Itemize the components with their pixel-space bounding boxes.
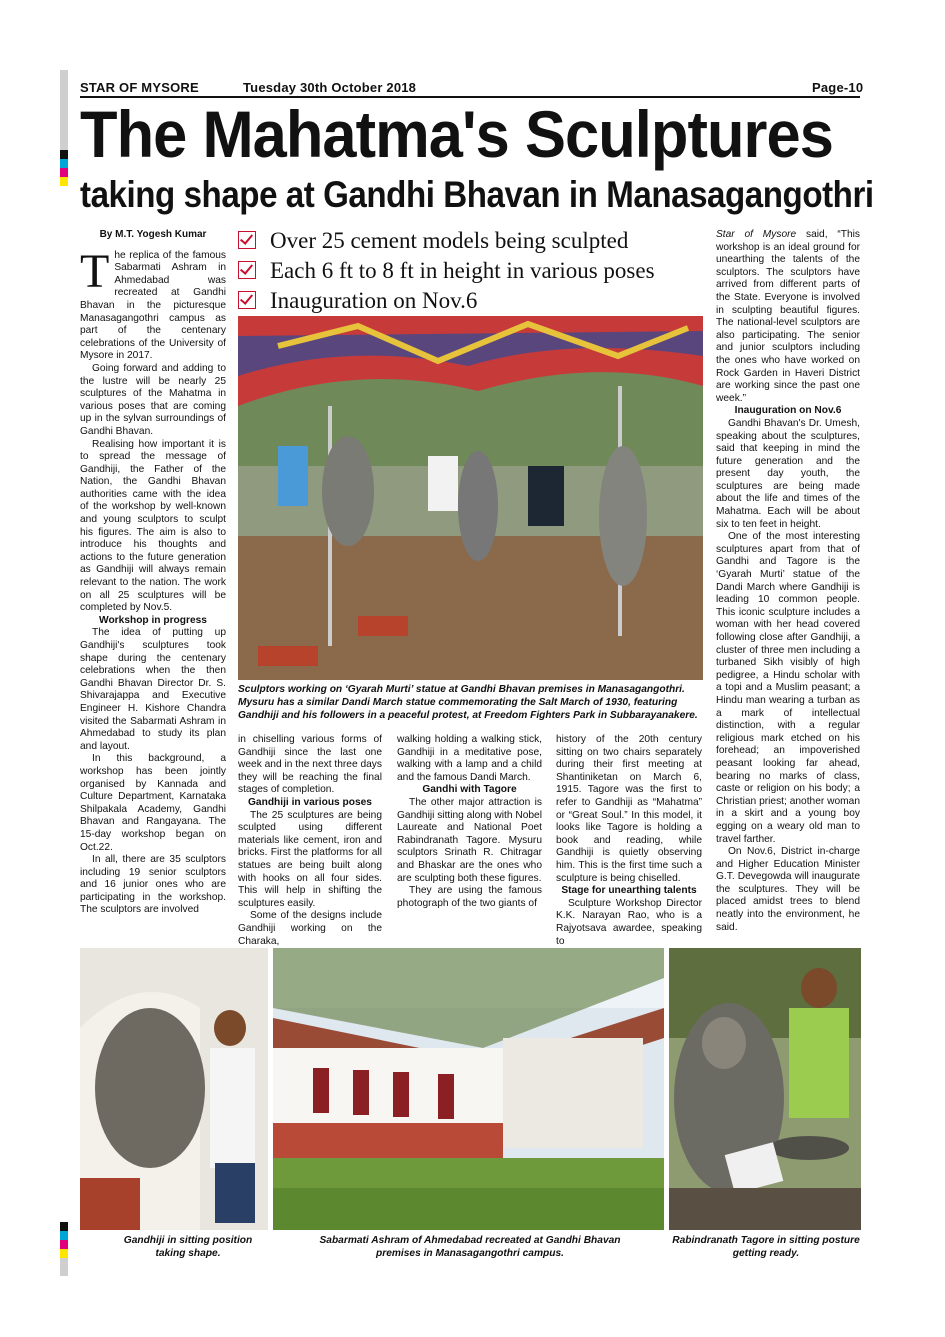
page-number: Page-10 xyxy=(812,80,864,95)
paragraph: Gandhi Bhavan's Dr. Umesh, speaking about the sculptures, said that keeping in mind the future generation and the present day youth, the sculptures are being made about the life and times of the Mahatma. Each will be about six to ten feet in height. xyxy=(716,417,860,530)
photo-illustration xyxy=(238,316,703,680)
article-column-4 xyxy=(556,734,702,948)
headline: The Mahatma's Sculptures xyxy=(80,97,833,171)
subhead-inauguration: Inauguration on Nov.6 xyxy=(734,405,842,417)
main-photo-sculptors xyxy=(238,316,703,680)
checkbox-icon xyxy=(238,291,256,309)
paragraph: The idea of putting up Gandhiji's sculptures took shape during the centenary celebrations when the then Gandhi Bhavan Director Dr. S. Shivarajappa and Executive Engineer H. Kishore Chandra visited the Sabarmati Ashram in Ahmedabad to study its plan and layout. xyxy=(80,627,226,752)
paragraph: The other major attraction is Gandhiji sitting along with Nobel Laureate and National Poet Rabindranath Tagore. Mysuru sculptors Srinath R. Chitragar and Bhaskar are the ones who are sculpting both these figures. xyxy=(397,796,542,884)
subheadline: taking shape at Gandhi Bhavan in Manasagangothri xyxy=(80,174,874,215)
subhead-poses: Gandhiji in various poses xyxy=(248,796,372,808)
reg-cyan-bottom xyxy=(60,1231,68,1240)
subhead-tagore: Gandhi with Tagore xyxy=(422,784,517,796)
paragraph: Star of Mysore said, “This workshop is an ideal ground for unearthing the talents of the sculptors. The sculptors have arrived from different parts of the State. Everyone is involved in sculpting beautiful figures. The national-level sculptors are also participating. The senior and junior sculptors including the ones who have worked on Rock Garden in Haveri District are working since the past one week.” xyxy=(716,229,860,404)
caption-tagore: Rabindranath Tagore in sitting posture getting ready. xyxy=(672,1235,860,1259)
reg-black-bottom xyxy=(60,1222,68,1231)
checkbox-icon xyxy=(238,261,256,279)
registration-bar-bottom xyxy=(60,1258,68,1276)
paragraph: They are using the famous photograph of the two giants of xyxy=(397,885,542,909)
article-column-1 xyxy=(80,229,226,917)
paragraph: history of the 20th century sitting on two chairs separately during their first meeting at Shantiniketan on March 6, 1915. Tagore was the first to refer to Gandhiji as “Mahatma” or “Great Soul.” In this model, it looks like Tagore is holding a book and reading, while Gandhiji is quietly observing him. This is the first time such a sculpture is being chiselled. xyxy=(556,734,702,884)
reg-magenta xyxy=(60,168,68,177)
byline: By M.T. Yogesh Kumar xyxy=(99,229,207,240)
photo-sabarmati-ashram xyxy=(273,948,664,1230)
paragraph: Sculpture Workshop Director K.K. Narayan Rao, who is a Rajyotsava awardee, speaking to xyxy=(556,897,702,947)
photo-illustration xyxy=(669,948,861,1230)
newspaper-name: STAR OF MYSORE xyxy=(80,80,199,95)
article-column-5 xyxy=(716,229,860,934)
paragraph: Realising how important it is to spread the message of Gandhiji, the Father of the Nation, the Gandhi Bhavan authorities came with the idea of the workshop by well-known and young sculptors to sculpt his figures. The aim is also to introduce his thoughts and actions to the future generation as Gandhiji will always remain relevant to the nation. The work on all 25 sculptures will be completed by Nov.5. xyxy=(80,438,226,614)
photo-illustration xyxy=(80,948,268,1230)
paragraph: walking holding a walking stick, Gandhiji in a meditative pose, walking with a lamp and a child and the famous Dandi March. xyxy=(397,734,542,783)
paragraph: In this background, a workshop has been jointly organised by Kannada and Culture Department, Karnataka Shilpakala Academy, Gandhi Bhavan and Rangayana. The 15-day workshop began on Oct.22. xyxy=(80,753,226,853)
caption-ashram: Sabarmati Ashram of Ahmedabad recreated at Gandhi Bhavan premises in Manasagangothri campus. xyxy=(319,1235,621,1259)
photo-gandhiji-sitting xyxy=(80,948,268,1230)
article-column-3 xyxy=(397,734,542,910)
photo-tagore-sitting xyxy=(669,948,861,1230)
reg-black xyxy=(60,150,68,159)
paragraph: Going forward and adding to the lustre will be nearly 25 sculptures of the Mahatma in various poses that are coming up in the sylvan surroundings of Gandhi Bhavan. xyxy=(80,362,226,437)
subhead-workshop: Workshop in progress xyxy=(99,614,207,626)
paragraph: On Nov.6, District in-charge and Higher Education Minister G.T. Devegowda will inaugurate the sculptures. They will be placed amidst trees to blend neatly into the environment, he said. xyxy=(716,846,860,933)
reg-magenta-bottom xyxy=(60,1240,68,1249)
paragraph: The 25 sculptures are being sculpted using different materials like cement, iron and bricks. First the platforms for all statues are being built along with hooks on all four sides. This will help in shifting the sculptures easily. xyxy=(238,809,382,909)
issue-date: Tuesday 30th October 2018 xyxy=(243,80,417,95)
subhead-talents: Stage for unearthing talents xyxy=(561,885,697,897)
paragraph: Some of the designs include Gandhiji working on the Charaka, xyxy=(238,910,382,947)
paragraph: he replica of the famous Sabarmati Ashram in Ahmedabad was recreated at Gandhi Bhavan in the picturesque Manasagangothri campus as part of the centenary celebrations of the University of Mysore in 2017. xyxy=(80,249,226,362)
reg-cyan xyxy=(60,159,68,168)
reg-yellow-bottom xyxy=(60,1249,68,1258)
drop-cap: T xyxy=(80,244,110,298)
paragraph: One of the most interesting sculptures apart from that of Gandhi and Tagore is the ‘Gyarah Murti’ statue of the Dandi March where Gandhiji is leading 10 common people. This iconic sculpture includes a woman with her head covered following close after Gandhiji, a cluster of three men including a turbaned Sikh visibly of high pedigree, a Hindu scholar with a topi and a Muslim peasant; a Hindu man wearing a turban as a mark of intellectual distinction, with a regular religious mark etched on his forehead; an impoverished peasant looking far ahead, bearing no marks of class, caste or religion on his body; a Christian priest; another woman in a skirt and a young boy egging on a weary old man to travel farther. xyxy=(716,531,860,845)
photo-illustration xyxy=(273,948,664,1230)
checkbox-icon xyxy=(238,231,256,249)
main-photo-caption: Sculptors working on ‘Gyarah Murti’ statue at Gandhi Bhavan premises in Manasagangothri. Mysuru has a similar Dandi March statue commemorating the Salt March of 1930, featuring Gandhiji and his followers in a peaceful protest, at Freedom Fighters Park in Subbarayanakere. xyxy=(238,684,698,721)
article-column-2 xyxy=(238,734,382,948)
highlight-3: Inauguration on Nov.6 xyxy=(238,288,477,314)
paragraph: in chiselling various forms of Gandhiji since the last one week and in the next three days they will be reaching the final stages of completion. xyxy=(238,734,382,796)
paper-name-italic: Star of Mysore xyxy=(716,229,797,240)
reg-yellow xyxy=(60,177,68,186)
highlight-2: Each 6 ft to 8 ft in height in various poses xyxy=(238,258,655,284)
highlight-1: Over 25 cement models being sculpted xyxy=(238,228,628,254)
caption-gandhiji-sitting: Gandhiji in sitting position taking shape. xyxy=(123,1235,253,1259)
paragraph: In all, there are 35 sculptors including 19 senior sculptors and 16 junior ones who are participating in the workshop. The sculptors are involved xyxy=(80,854,226,916)
registration-bar-top xyxy=(60,70,68,150)
